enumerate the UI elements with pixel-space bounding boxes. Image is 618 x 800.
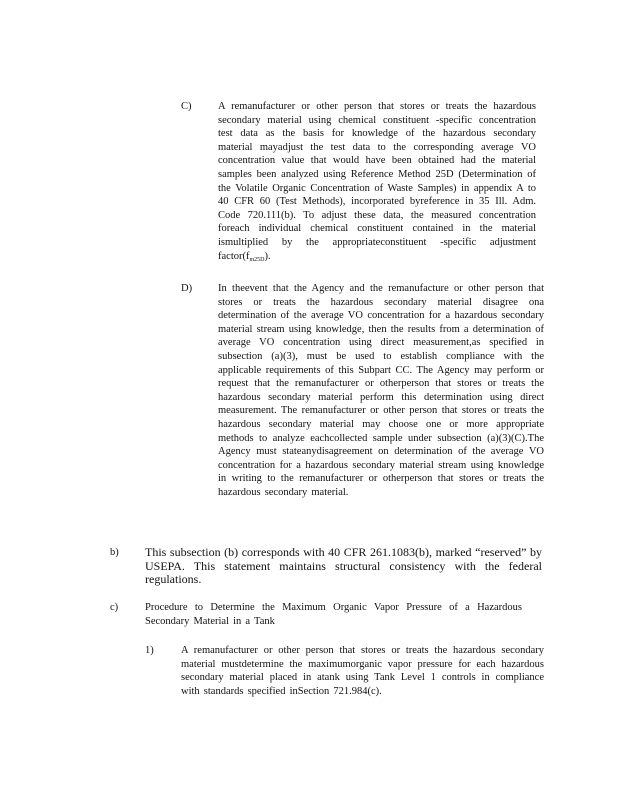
item-b-body: This subsection (b) corresponds with 40 CFR 261.1083(b), marked “reserved” by USEPA. This statement maintains structural consistency with the federal regulations. bbox=[145, 545, 542, 587]
item-C-tail: ). bbox=[264, 250, 271, 262]
item-C-text bbox=[218, 100, 536, 267]
item-b-text bbox=[145, 546, 542, 587]
item-c-heading: Procedure to Determine the Maximum Organic Vapor Pressure of a Hazardous Secondary Material in a Tank bbox=[145, 602, 522, 627]
item-C-body: A remanufacturer or other person that stores or treats the hazardous secondary material using chemical constituent -specific concentration test data as the basis for knowledge of the hazardous secondary material mayadjust the test data to the corresponding average VO concentration value that would have been obtained had the material samples been analyzed using Reference Method 25D (Determination of the Volatile Organic Concentration of Waste Samples) in appendix A to 40 CFR 60 (Test Methods), incorporated byreference in 35 Ill. Adm. Code 720.111(b). To adjust these data, the measured concentration foreach individual chemical constituent contained in the material ismultiplied by the appropriateconstituent -specific adjustment factor(f bbox=[218, 101, 536, 262]
item-c1-label: 1) bbox=[145, 645, 154, 656]
item-c-label: c) bbox=[110, 602, 119, 613]
item-C-label: C) bbox=[181, 101, 192, 112]
item-c1-text: A remanufacturer or other person that stores or treats the hazardous secondary material mustdetermine the maximumorganic vapor pressure for each hazardous secondary material placed in atank using Tank Level 1 controls in compliance with standards specified inSection 721.984(c). bbox=[181, 645, 544, 697]
item-D-label: D) bbox=[181, 283, 193, 294]
item-D-text: In theevent that the Agency and the remanufacture or other person that stores or treats the hazardous secondary material disagree ona determination of the average VO concentration for a hazardous secondary material stream using knowledge, then the results from a determination of average VO concentration using direct measurement,as specified in subsection (a)(3), must be used to establish compliance with the applicable requirements of this Subpart CC. The Agency may perform or request that the remanufacturer or otherperson that stores or treats the hazardous secondary material perform this determination using direct measurement. The remanufacturer or other person that stores or treats the hazardous secondary material may choose one or more appropriate methods to analyze eachcollected sample under subsection (a)(3)(C).The Agency must stateanydisagreement on determination of the average VO concentration for a hazardous secondary material stream using knowledge in writing to the remanufacturer or otherperson that stores or treats the hazardous secondary material. bbox=[218, 283, 544, 498]
item-C-subscript: m25D bbox=[249, 256, 265, 263]
item-b-label: b) bbox=[110, 547, 119, 558]
